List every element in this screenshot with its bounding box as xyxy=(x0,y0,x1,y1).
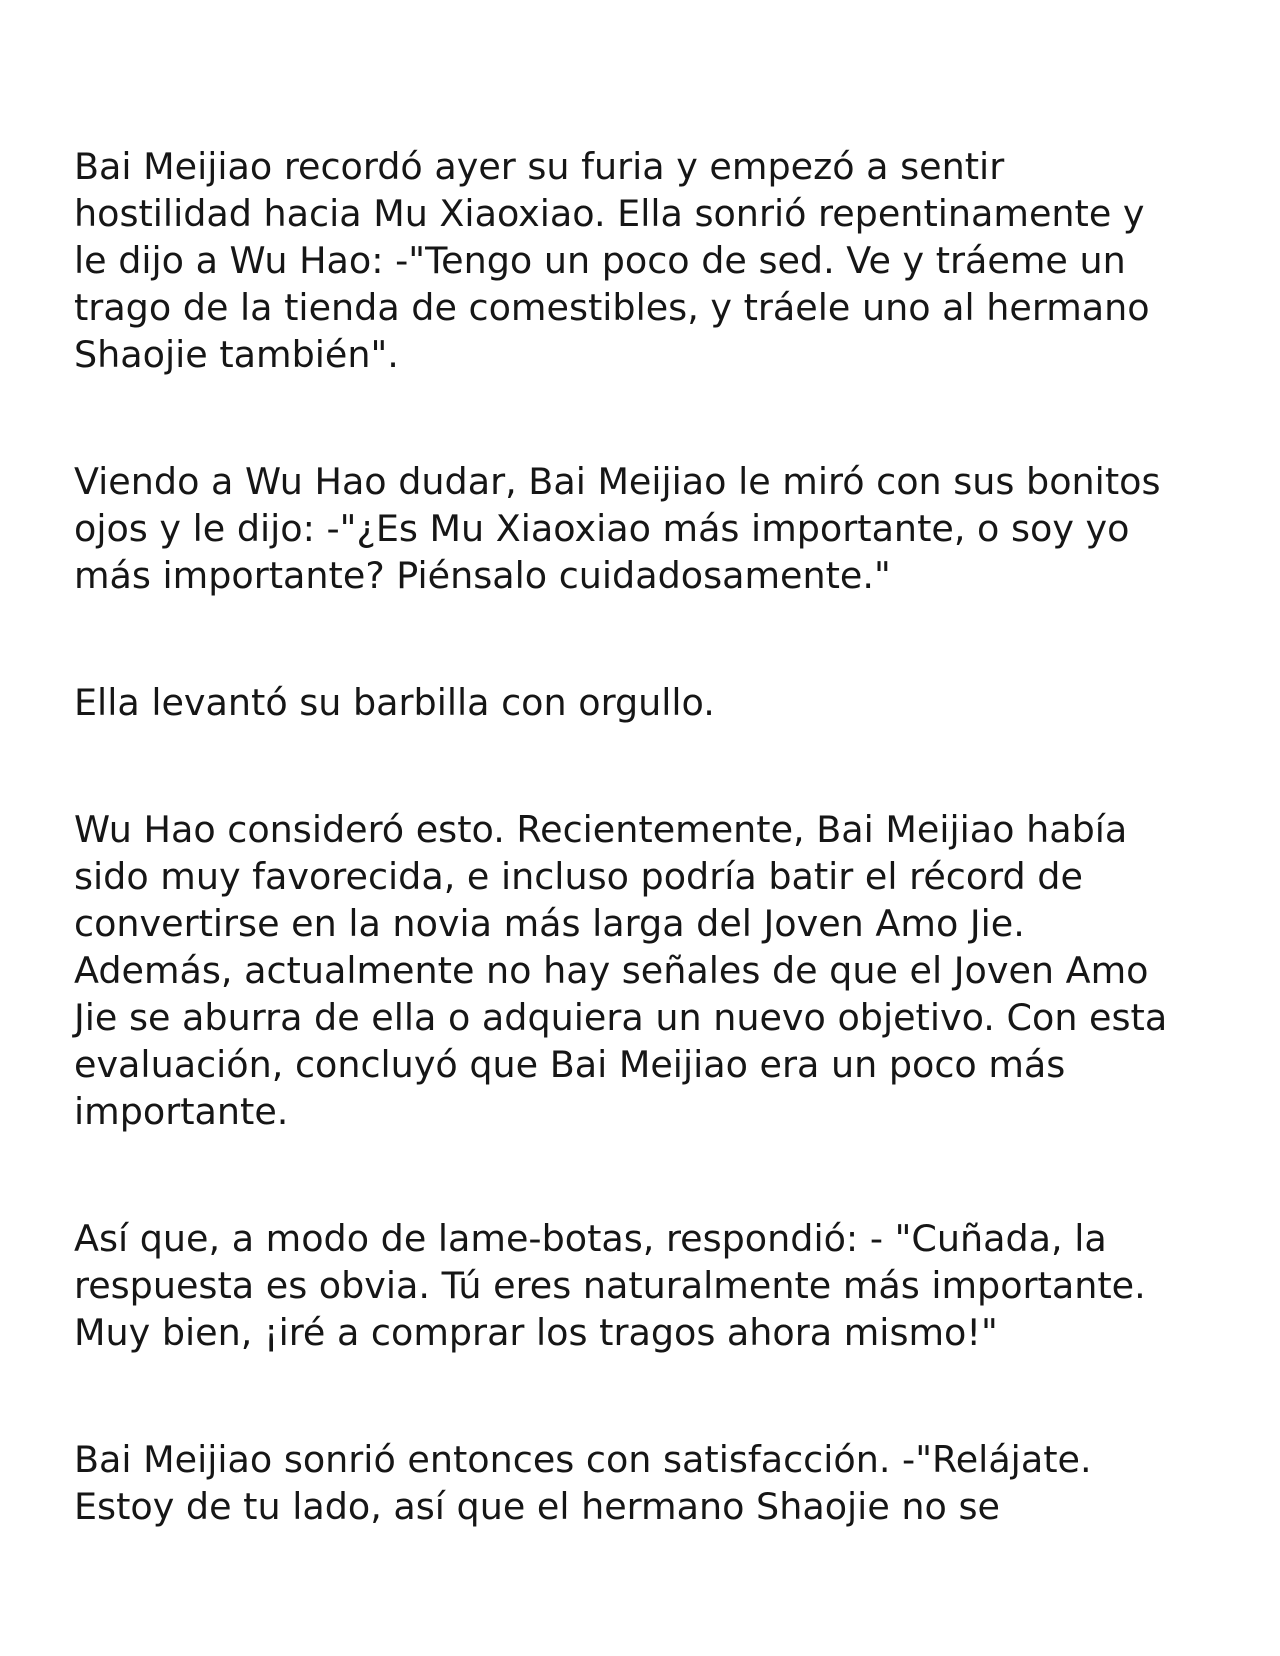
document-page xyxy=(74,143,1224,1530)
text-line: Viendo a Wu Hao dudar, Bai Meijiao le miró con sus bonitos xyxy=(74,460,1161,503)
text-line: le dijo a Wu Hao: -"Tengo un poco de sed. Ve y tráeme un xyxy=(74,239,1126,282)
text-line: Muy bien, ¡iré a comprar los tragos ahora mismo!" xyxy=(74,1311,998,1354)
text-line: Ella levantó su barbilla con orgullo. xyxy=(74,681,715,724)
paragraph-4 xyxy=(74,806,1224,1135)
text-line: Además, actualmente no hay señales de que el Joven Amo xyxy=(74,949,1149,992)
text-line: Wu Hao consideró esto. Recientemente, Bai Meijiao había xyxy=(74,808,1128,851)
text-line: trago de la tienda de comestibles, y tráele uno al hermano xyxy=(74,286,1150,329)
paragraph-5 xyxy=(74,1215,1224,1356)
text-line: Estoy de tu lado, así que el hermano Shaojie no se xyxy=(74,1485,1000,1528)
text-line: Shaojie también". xyxy=(74,333,399,376)
text-line: Así que, a modo de lame-botas, respondió: - "Cuñada, la xyxy=(74,1217,1107,1260)
text-line: convertirse en la novia más larga del Joven Amo Jie. xyxy=(74,902,1025,945)
text-line: evaluación, concluyó que Bai Meijiao era un poco más xyxy=(74,1043,1066,1086)
text-line: hostilidad hacia Mu Xiaoxiao. Ella sonrió repentinamente y xyxy=(74,192,1145,235)
paragraph-6 xyxy=(74,1436,1224,1530)
paragraph-3 xyxy=(74,679,1224,726)
paragraph-2 xyxy=(74,458,1224,599)
paragraph-1 xyxy=(74,143,1224,378)
text-line: más importante? Piénsalo cuidadosamente." xyxy=(74,554,891,597)
text-line: respuesta es obvia. Tú eres naturalmente más importante. xyxy=(74,1264,1146,1307)
text-line: Jie se aburra de ella o adquiera un nuevo objetivo. Con esta xyxy=(74,996,1168,1039)
text-line: Bai Meijiao recordó ayer su furia y empezó a sentir xyxy=(74,145,1005,188)
text-line: ojos y le dijo: -"¿Es Mu Xiaoxiao más importante, o soy yo xyxy=(74,507,1130,550)
text-line: Bai Meijiao sonrió entonces con satisfacción. -"Relájate. xyxy=(74,1438,1092,1481)
text-line: importante. xyxy=(74,1090,289,1133)
text-line: sido muy favorecida, e incluso podría batir el récord de xyxy=(74,855,1083,898)
